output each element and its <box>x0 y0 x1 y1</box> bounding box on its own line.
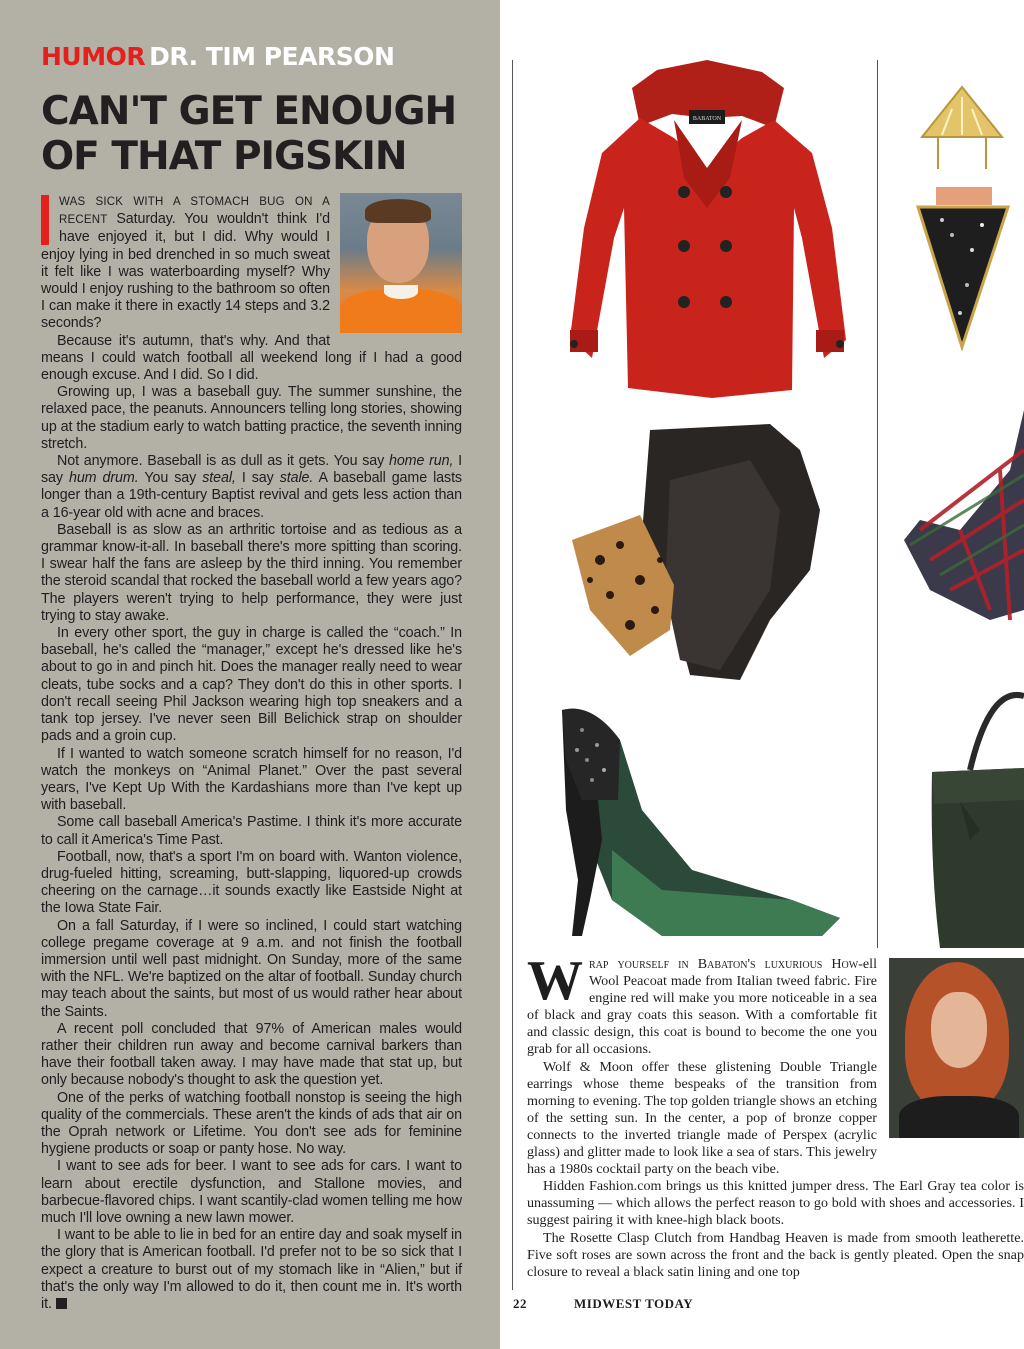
paragraph-9: Football, now, that's a sport I'm on board with. Wanton violence, drug-fueled hitting, screaming, butt-slapping, liquored-up crowds cheering on the carnage…it sounds exactly like Eastside Night at the Iowa State Fair. <box>41 848 462 917</box>
paragraph-14: I want to be able to lie in bed for an entire day and soak myself in the glory that is American football. I'd prefer not to be so sick that I expect a creature to burst out of my stomach like in “Alien,” but if that's the only way I'm allowed to do it, then count me in. It's worth it. <box>41 1227 462 1312</box>
headline-line-1: CAN'T GET ENOUGH <box>41 89 457 134</box>
red-peacoat-image <box>562 58 852 400</box>
paragraph-13: I want to see ads for beer. I want to see ads for cars. I want to learn about erectile dysfunction, and Stallone movies, and barbecue-flavored chips. I want scantily-clad women telling me how much I'll love owning a new lawn mower. <box>41 1158 462 1226</box>
paragraph-2: Because it's autumn, that's why. And that means I could watch football all weekend long if I had a good enough excuse. And I did. So I did. <box>41 332 462 384</box>
paragraph-11: A recent poll concluded that 97% of American males would rather their children run away and become carnival barkers than have their football taken away. I may have made that stat up, but only because nobody's thought to ask the question yet. <box>41 1020 462 1089</box>
humor-column <box>0 0 500 1349</box>
fashion-paragraph-4: The Rosette Clasp Clutch from Handbag Heaven is made from smooth leatherette. Five soft roses are sown across the front and the back is gently pleated. Open the snap closure to reveal a black satin lining and one top <box>527 1229 1024 1280</box>
headline-line-2: OF THAT PIGSKIN <box>41 134 407 179</box>
green-pump-image <box>542 700 842 940</box>
columnist-photo <box>889 958 1024 1138</box>
handbag-image <box>930 690 1024 948</box>
paragraph-3: Growing up, I was a baseball guy. The summer sunshine, the relaxed pace, the peanuts. Announcers telling long stories, showing up at the stadium early to watch batting practice, the seventh inning stretch. <box>41 384 462 452</box>
paragraph-6: In every other sport, the guy in charge is called the “coach.” In baseball, he's called the “manager,” except he's dressed like he's about to go in and pinch hit. Does the manager really need to wear cleats, tube socks and a cap? They don't do this in other sports. I don't recall seeing Phil Jackson wearing high top sneakers and a tank top jersey. I've never seen Bill Belichick strap on shoulder pads and a groin cup. <box>41 625 462 745</box>
fashion-paragraph-1: Wrap yourself in Babaton's luxurious How-ell Wool Peacoat made from Italian tweed fabric. Fire engine red will make you more noticeable in a sea of black and gray coats this season. With a comfortable fit and classic design, this coat is bound to become the one you grab for all occasions. <box>527 950 877 1058</box>
plaid-scarf-image <box>900 410 1024 630</box>
end-mark-icon <box>56 1298 67 1309</box>
article-headline <box>41 89 462 179</box>
coat-brand-label: BABATON <box>692 116 722 122</box>
lead-caps: WAS SICK WITH A STOMACH BUG ON A RECENT <box>59 196 330 227</box>
drop-cap-w: W <box>527 950 583 1012</box>
paragraph-8: Some call baseball America's Pastime. I think it's more accurate to call it America's Time Past. <box>41 814 462 848</box>
author-name: DR. TIM PEARSON <box>149 42 395 71</box>
page-number: 22 <box>513 1296 527 1311</box>
paragraph-5: Baseball is as slow as an arthritic tortoise and as tedious as a grammar know-it-all. In baseball there's more spitting than scoring. I swear half the fans are asleep by the third inning. You remember the steroid scandal that rocked the baseball world a few years ago? The players weren't trying to help performance, they were just trying to stay awake. <box>41 521 462 624</box>
paragraph-1: WAS SICK WITH A STOMACH BUG ON A RECENT Saturday. You wouldn't think I'd have enjoyed it, but I did. Why would I enjoy lying in bed drenched in so much sweat it felt like I was waterboarding myself? Why would I enjoy rushing to the bathroom so often I can make it there in exactly 14 steps and 3.2 seconds? <box>41 196 330 332</box>
drop-cap-i <box>41 195 49 245</box>
column-rule-left <box>512 60 513 1290</box>
section-kicker <box>41 44 462 69</box>
paragraph-10: On a fall Saturday, if I were so inclined, I could start watching college pregame coverage at 9 a.m. and not finish the football immersion until well past midnight. On Sunday, more of the same with the NFL. We're baptized on the altar of football. Sunday church may teach about the saints, but most of us would rather hear about the Saints. <box>41 917 462 1020</box>
section-label: HUMOR <box>41 42 146 71</box>
article-body <box>41 193 462 1313</box>
triangle-earrings-image <box>912 85 1012 355</box>
paragraph-7: If I wanted to watch someone scratch himself for no reason, I'd watch the monkeys on “Animal Planet.” Over the past several years, I've Kept Up With the Kardashians more than I've kept up with baseball. <box>41 745 462 814</box>
leather-gloves-image <box>570 420 830 685</box>
paragraph-12: One of the perks of watching football nonstop is seeing the high quality of the commercials. These aren't the kinds of ads that air on the Oprah network or Lifetime. You don't see ads for feminine hygiene products or soap or panty hose. No way. <box>41 1089 462 1158</box>
column-rule-right <box>877 60 878 948</box>
fashion-column-text <box>527 950 1024 1281</box>
fashion-paragraph-2: Wolf & Moon offer these glistening Double Triangle earrings whose theme bespeaks of the transition from morning to evening. The top golden triangle shows an etching of the setting sun. In the center, a pop of bronze copper connects to the inverted triangle made of Perspex (acrylic glass) and glitter made to look like a sea of stars. This jewelry has a 1980s cocktail party on the beach vibe. <box>527 1058 877 1178</box>
magazine-name: MIDWEST TODAY <box>574 1296 694 1311</box>
author-photo <box>340 193 462 333</box>
fashion-page <box>500 0 1024 1349</box>
fashion-paragraph-3: Hidden Fashion.com brings us this knitted jumper dress. The Earl Gray tea color is unassuming — which allows the perfect reason to go bold with shoes and accessories. I suggest pairing it with knee-high black boots. <box>527 1178 1024 1229</box>
paragraph-4: Not anymore. Baseball is as dull as it gets. You say home run, I say hum drum. You say steal, I say stale. A baseball game lasts longer than a 19th-century Baptist revival and gets less action than a 16-year old with acne and braces. <box>41 453 462 521</box>
